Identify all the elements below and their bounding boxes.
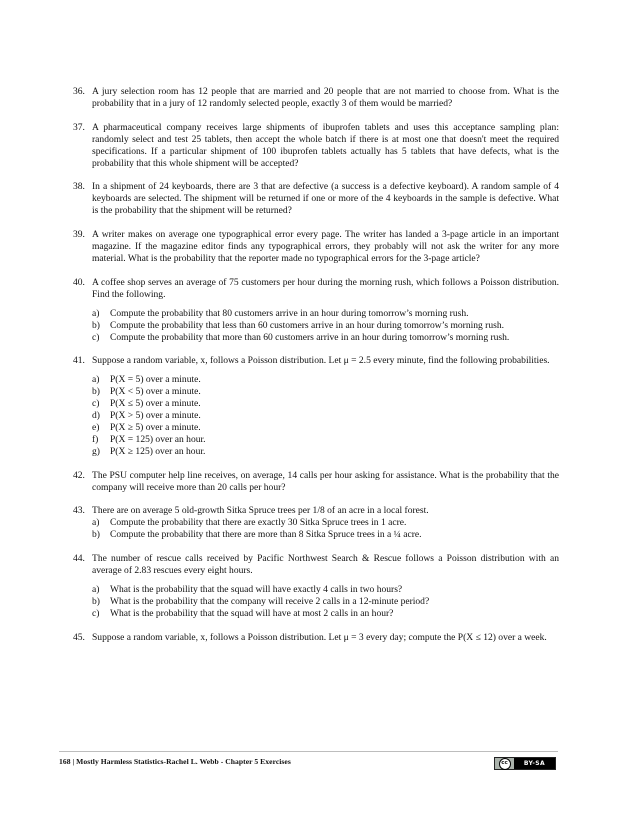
exercise-item xyxy=(73,553,559,620)
sub-question-text: What is the probability that the squad will have exactly 4 calls in two hours? xyxy=(110,584,403,595)
sub-question xyxy=(92,332,559,344)
exercise-item xyxy=(73,505,559,541)
sub-question-label: f) xyxy=(92,433,99,445)
sub-question-list xyxy=(92,308,559,344)
exercise-item xyxy=(73,122,559,170)
exercise-item xyxy=(73,355,559,457)
exercise-number: 37. xyxy=(73,121,85,133)
exercise-text: A writer makes on average one typographical error every page. The writer has landed a 3-page article in an important magazine. If the magazine editor finds any typographical errors, they probably will not ask the writer for any more material. What is the probability that the reporter made no typographical errors for the 3-page article? xyxy=(92,229,559,264)
exercise-item xyxy=(73,277,559,344)
exercise-number: 43. xyxy=(73,505,85,517)
exercise-text: A jury selection room has 12 people that are married and 20 people that are not married to choose from. What is the probability that in a jury of 12 randomly selected people, exactly 3 of them would be married? xyxy=(92,86,559,109)
exercise-number: 45. xyxy=(73,631,85,643)
exercise-text: A pharmaceutical company receives large shipments of ibuprofen tablets and uses this acceptance sampling plan: randomly select and test 25 tablets, then accept the whole batch if there is at most one that doesn't meet the required specifications. If a particular shipment of 100 ibuprofen tablets actually has 5 tablets that have defects, what is the probability that this whole shipment will be accepted? xyxy=(92,121,559,169)
exercise-number: 39. xyxy=(73,229,85,241)
sub-question-label: b) xyxy=(92,595,100,607)
sub-question-text: P(X = 125) over an hour. xyxy=(110,433,206,445)
exercise-text: A coffee shop serves an average of 75 customers per hour during the morning rush, which follows a Poisson distribution. Find the following. xyxy=(92,276,559,300)
sub-question xyxy=(92,434,559,446)
sub-question-label: a) xyxy=(92,374,100,386)
exercise-item xyxy=(73,181,559,217)
sub-question-text: P(X ≥ 5) over a minute. xyxy=(110,421,201,433)
footer-page-info: 168 | Mostly Harmless Statistics-Rachel L. Webb - Chapter 5 Exercises xyxy=(59,757,291,766)
exercise-text: There are on average 5 old-growth Sitka Spruce trees per 1/8 of an acre in a local forest. xyxy=(92,505,429,517)
sub-question-label: b) xyxy=(92,386,100,398)
sub-question xyxy=(92,386,559,398)
exercise-text: The PSU computer help line receives, on average, 14 calls per hour asking for assistance. What is the probability that the company will receive more than 20 calls per hour? xyxy=(92,469,559,493)
sub-question xyxy=(92,308,559,320)
sub-question-text: P(X < 5) over a minute. xyxy=(110,386,201,398)
exercise-item xyxy=(73,229,559,265)
sub-question xyxy=(92,422,559,434)
sub-question xyxy=(92,320,559,332)
exercise-number: 42. xyxy=(73,469,85,481)
sub-question-text: Compute the probability that more than 60 customers arrive in an hour during tomorrow’s morning rush. xyxy=(110,331,510,343)
cc-icon: cc xyxy=(499,758,511,770)
exercise-item xyxy=(73,470,559,494)
exercise-number: 44. xyxy=(73,553,85,565)
exercise-text: Suppose a random variable, x, follows a Poisson distribution. Let μ = 2.5 every minute, find the following probabilities. xyxy=(92,355,550,367)
sub-question xyxy=(92,398,559,410)
sub-question xyxy=(92,446,559,458)
sub-question-label: c) xyxy=(92,607,100,619)
sub-question xyxy=(92,608,559,620)
sub-question-text: P(X > 5) over a minute. xyxy=(110,410,201,422)
sub-question-text: P(X ≥ 125) over an hour. xyxy=(110,445,206,457)
sub-question xyxy=(92,529,559,541)
sub-question-label: c) xyxy=(92,331,100,343)
sub-question-label: c) xyxy=(92,398,100,410)
sub-question xyxy=(92,584,559,596)
sub-question-label: b) xyxy=(92,319,100,331)
exercise-item xyxy=(73,632,559,644)
sub-question-label: b) xyxy=(92,529,100,541)
cc-license-badge[interactable] xyxy=(494,757,556,770)
sub-question-label: a) xyxy=(92,307,100,319)
cc-logo-area xyxy=(495,758,514,769)
sub-question-list xyxy=(92,584,559,620)
exercise-number: 40. xyxy=(73,276,85,288)
sub-question-text: Compute the probability that 80 customers arrive in an hour during tomorrow’s morning rush. xyxy=(110,307,469,319)
sub-question xyxy=(92,596,559,608)
exercise-list xyxy=(73,86,559,656)
sub-question xyxy=(92,374,559,386)
exercise-text: In a shipment of 24 keyboards, there are 3 that are defective (a success is a defective keyboard). A random sample of 4 keyboards are selected. The shipment will be returned if one or more of the 4 keyboards in the sample is defective. What is the probability that the shipment will be returned? xyxy=(92,181,559,217)
exercise-text: The number of rescue calls received by Pacific Northwest Search & Rescue follows a Poisson distribution with an average of 2.83 rescues every eight hours. xyxy=(92,553,559,577)
sub-question-label: e) xyxy=(92,421,100,433)
exercise-number: 36. xyxy=(73,86,85,97)
sub-question-text: What is the probability that the company will receive 2 calls in a 12-minute period? xyxy=(110,595,430,607)
sub-question-text: P(X ≤ 5) over a minute. xyxy=(110,398,201,410)
sub-question-list xyxy=(92,374,559,457)
sub-question-label: a) xyxy=(92,584,100,595)
sub-question-text: What is the probability that the squad will have at most 2 calls in an hour? xyxy=(110,607,394,619)
sub-question-text: Compute the probability that there are exactly 30 Sitka Spruce trees in 1 acre. xyxy=(110,517,407,529)
sub-question xyxy=(92,410,559,422)
exercise-text: Suppose a random variable, x, follows a Poisson distribution. Let μ = 3 every day; compute the P(X ≤ 12) over a week. xyxy=(92,631,547,643)
sub-question-text: Compute the probability that there are more than 8 Sitka Spruce trees in a ¼ acre. xyxy=(110,529,422,541)
license-type-label: BY-SA xyxy=(514,758,555,769)
sub-question-text: Compute the probability that less than 60 customers arrive in an hour during tomorrow’s morning rush. xyxy=(110,319,505,331)
sub-question-label: d) xyxy=(92,410,100,422)
sub-question-list xyxy=(92,517,559,541)
sub-question-text: P(X = 5) over a minute. xyxy=(110,374,201,386)
sub-question xyxy=(92,517,559,529)
exercise-number: 41. xyxy=(73,355,85,367)
sub-question-label: a) xyxy=(92,517,100,529)
footer-divider xyxy=(59,751,558,752)
exercise-item xyxy=(73,86,559,110)
sub-question-label: g) xyxy=(92,445,100,457)
exercise-number: 38. xyxy=(73,181,85,193)
